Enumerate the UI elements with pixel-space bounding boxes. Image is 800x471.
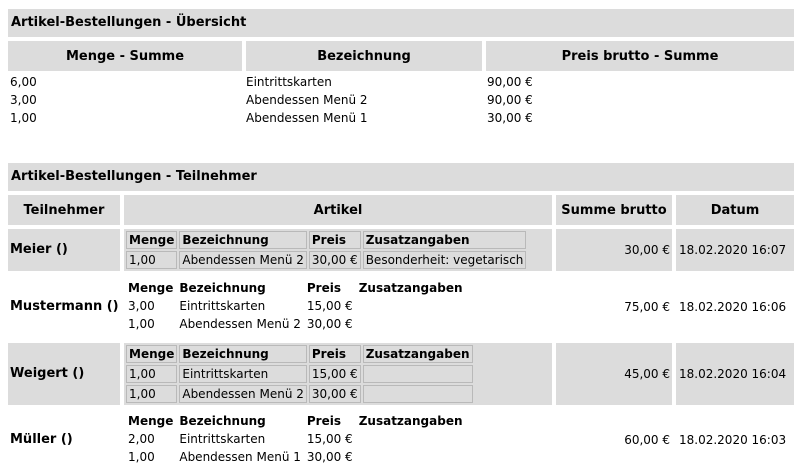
- participant-name: Meier (): [10, 242, 68, 257]
- item-description: Abendessen Menü 1: [179, 450, 301, 464]
- item-notes: [363, 385, 473, 403]
- items-header-description: Bezeichnung: [179, 414, 266, 428]
- overview-header-quantity: Menge - Summe: [8, 41, 242, 71]
- item-row: [126, 449, 465, 465]
- overview-row-quantity: 6,00: [10, 75, 37, 89]
- item-description: Eintrittskarten: [179, 432, 266, 446]
- items-header-quantity: Menge: [126, 345, 177, 363]
- overview-row-description: Abendessen Menü 1: [246, 111, 368, 125]
- items-header-notes: Zusatzangaben: [363, 231, 527, 249]
- item-notes: Besonderheit: vegetarisch: [363, 251, 527, 269]
- participants-title: Artikel-Bestellungen - Teilnehmer: [8, 163, 794, 191]
- participant-items-table: [124, 411, 467, 467]
- items-header-price: Preis: [309, 231, 361, 249]
- items-header-quantity: Menge: [128, 414, 174, 428]
- participants-header-date: Datum: [676, 195, 794, 225]
- participant-name: Müller (): [10, 432, 73, 447]
- participant-date: 18.02.2020 16:03: [679, 433, 787, 447]
- item-quantity: 1,00: [126, 365, 177, 383]
- items-header-description: Bezeichnung: [179, 345, 307, 363]
- overview-row-quantity: 1,00: [10, 111, 37, 125]
- participant-date: 18.02.2020 16:06: [679, 300, 787, 314]
- item-price: 15,00 €: [309, 365, 361, 383]
- overview-row-price: 90,00 €: [487, 75, 533, 89]
- items-header-price: Preis: [309, 345, 361, 363]
- item-quantity: 1,00: [128, 450, 155, 464]
- overview-header-price: Preis brutto - Summe: [486, 41, 794, 71]
- items-header-notes: Zusatzangaben: [358, 281, 463, 295]
- item-price: 30,00 €: [309, 251, 361, 269]
- overview-row-price: 90,00 €: [487, 93, 533, 107]
- overview-row-quantity: 3,00: [10, 93, 37, 107]
- participant-sum: 45,00 €: [624, 367, 670, 381]
- participant-name: Mustermann (): [10, 299, 119, 314]
- item-notes: [357, 431, 465, 447]
- participant-items-table: [124, 278, 467, 334]
- item-description: Abendessen Menü 2: [179, 385, 307, 403]
- item-notes: [357, 316, 465, 332]
- overview-row-description: Abendessen Menü 2: [246, 93, 368, 107]
- item-description: Abendessen Menü 2: [179, 317, 301, 331]
- item-row: [126, 431, 465, 447]
- item-description: Eintrittskarten: [179, 365, 307, 383]
- participant-sum: 75,00 €: [624, 300, 670, 314]
- item-row: [126, 251, 526, 269]
- item-quantity: 3,00: [128, 299, 155, 313]
- participant-date: 18.02.2020 16:04: [679, 367, 787, 381]
- item-notes: [357, 449, 465, 465]
- item-notes: [363, 365, 473, 383]
- item-notes: [357, 298, 465, 314]
- participant-sum: 30,00 €: [624, 243, 670, 257]
- items-header-price: Preis: [306, 414, 341, 428]
- items-header-description: Bezeichnung: [179, 281, 266, 295]
- items-header-price: Preis: [306, 281, 341, 295]
- item-quantity: 1,00: [128, 317, 155, 331]
- items-header-notes: Zusatzangaben: [363, 345, 473, 363]
- overview-header-description: Bezeichnung: [246, 41, 482, 71]
- participants-header-name: Teilnehmer: [8, 195, 120, 225]
- participant-date: 18.02.2020 16:07: [679, 243, 787, 257]
- item-quantity: 1,00: [126, 385, 177, 403]
- items-header-quantity: Menge: [126, 231, 177, 249]
- item-row: [126, 316, 465, 332]
- item-price: 30,00 €: [309, 385, 361, 403]
- item-price: 30,00 €: [306, 450, 353, 464]
- participant-sum: 60,00 €: [624, 433, 670, 447]
- item-row: [126, 385, 473, 403]
- overview-title: Artikel-Bestellungen - Übersicht: [8, 9, 794, 37]
- participant-items-table: [124, 229, 528, 271]
- participants-header-article: Artikel: [124, 195, 552, 225]
- item-row: [126, 298, 465, 314]
- participant-items-table: [124, 343, 475, 405]
- overview-row-price: 30,00 €: [487, 111, 533, 125]
- participant-name: Weigert (): [10, 366, 85, 381]
- items-header-notes: Zusatzangaben: [358, 414, 463, 428]
- item-quantity: 2,00: [128, 432, 155, 446]
- participants-header-sum: Summe brutto: [556, 195, 672, 225]
- item-price: 30,00 €: [306, 317, 353, 331]
- item-quantity: 1,00: [126, 251, 177, 269]
- item-row: [126, 365, 473, 383]
- overview-row-description: Eintrittskarten: [246, 75, 332, 89]
- items-header-description: Bezeichnung: [179, 231, 307, 249]
- items-header-quantity: Menge: [128, 281, 174, 295]
- item-description: Eintrittskarten: [179, 299, 266, 313]
- item-price: 15,00 €: [306, 432, 353, 446]
- item-description: Abendessen Menü 2: [179, 251, 307, 269]
- item-price: 15,00 €: [306, 299, 353, 313]
